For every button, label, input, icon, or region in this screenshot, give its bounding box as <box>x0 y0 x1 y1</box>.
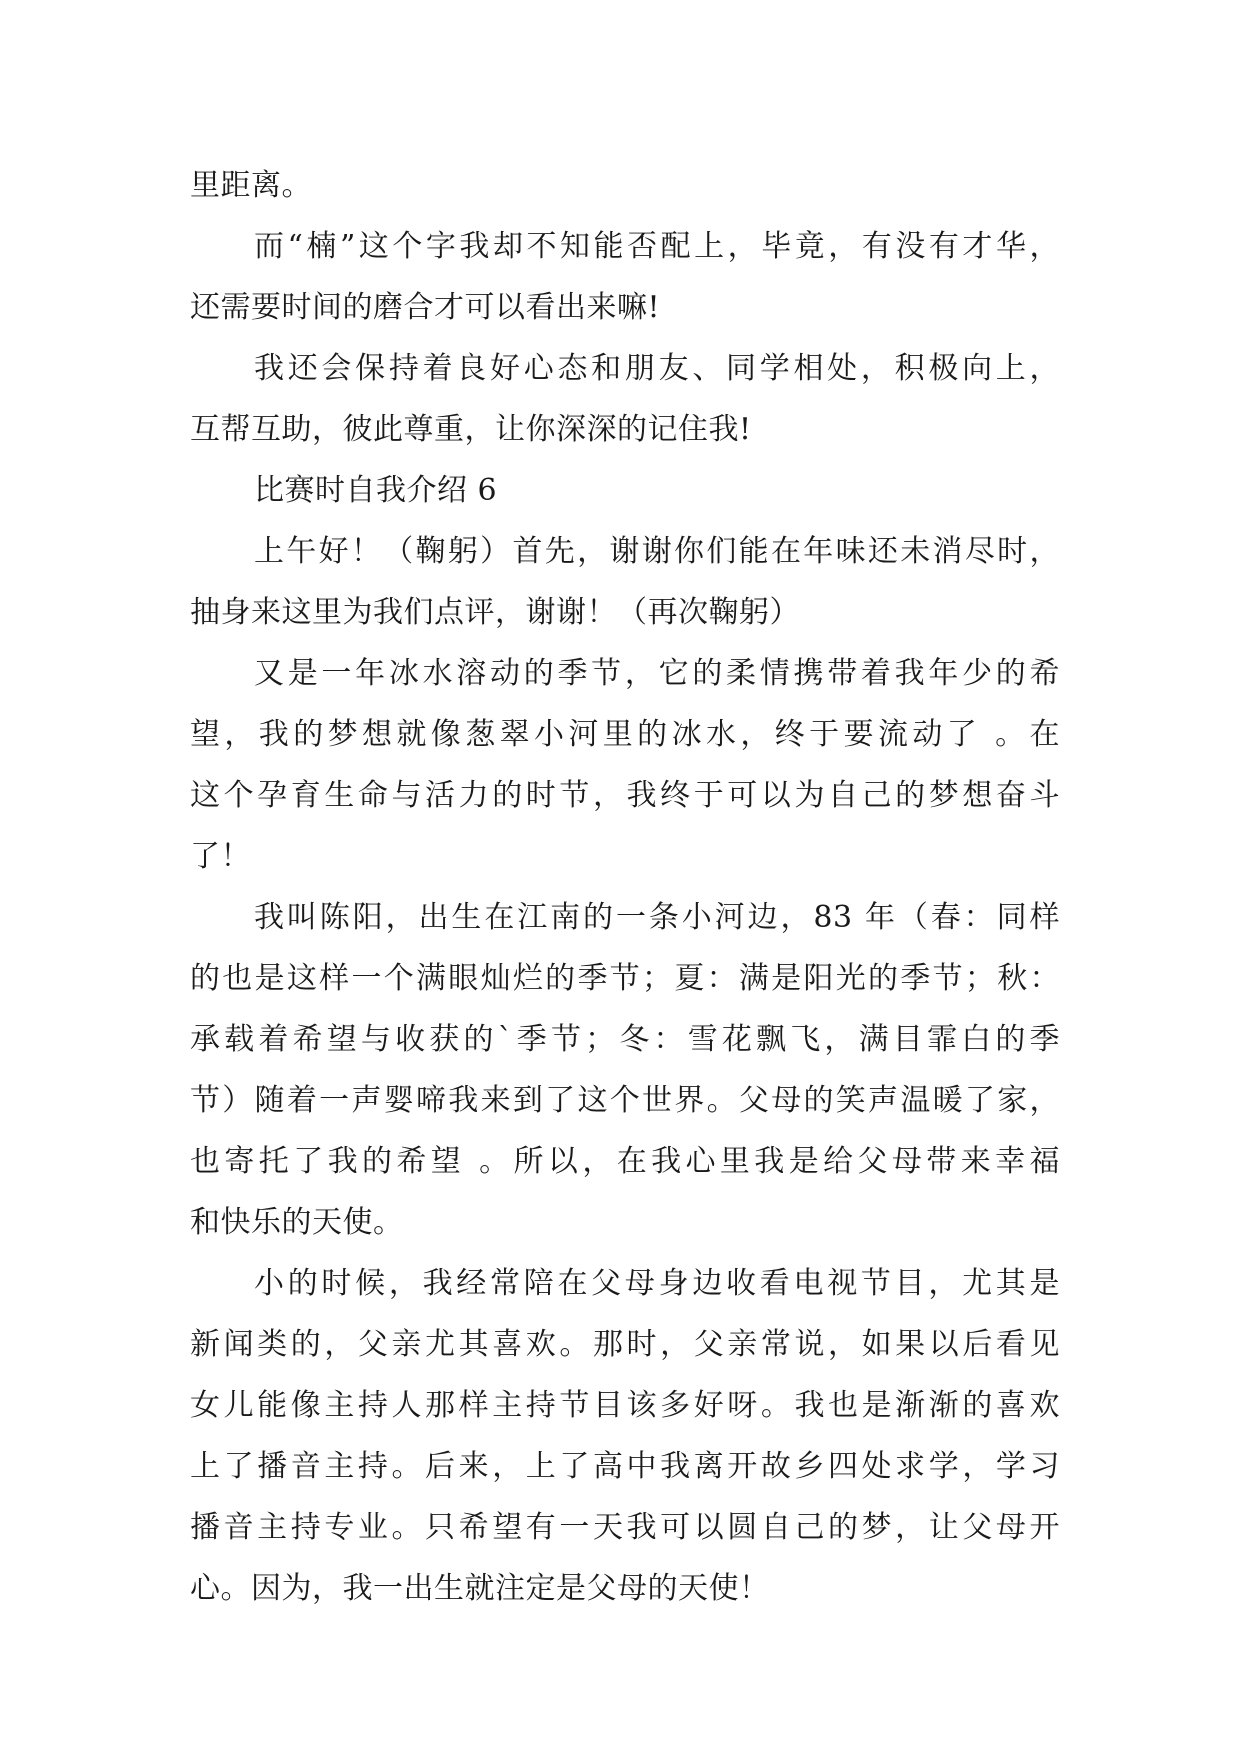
text-line: 还需要时间的磨合才可以看出来嘛! <box>190 290 661 325</box>
text-line: 也寄托了我的希望 。所以，在我心里我是给父母带来幸福 <box>190 1144 1060 1179</box>
text-line: 的也是这样一个满眼灿烂的季节；夏：满是阳光的季节；秋： <box>190 961 1060 996</box>
text-line: 抽身来这里为我们点评，谢谢！（再次鞠躬） <box>190 595 800 630</box>
text-line: 我还会保持着良好心态和朋友、同学相处，积极向上， <box>254 351 1060 386</box>
text-line: 承载着希望与收获的`季节；冬：雪花飘飞，满目霏白的季 <box>190 1022 1060 1057</box>
text-line: 我叫陈阳，出生在江南的一条小河边，83 年（春：同样 <box>254 900 1060 935</box>
text-line: 上了播音主持。后来，上了高中我离开故乡四处求学，学习 <box>190 1449 1060 1484</box>
text-line: 小的时候，我经常陪在父母身边收看电视节目，尤其是 <box>254 1266 1060 1301</box>
text-line: 比赛时自我介绍 6 <box>254 473 498 508</box>
text-line: 里距离。 <box>190 168 312 203</box>
text-line: 新闻类的，父亲尤其喜欢。那时，父亲常说，如果以后看见 <box>190 1327 1060 1362</box>
text-line: 又是一年冰水溶动的季节，它的柔情携带着我年少的希 <box>254 656 1060 691</box>
text-line: 女儿能像主持人那样主持节目该多好呀。我也是渐渐的喜欢 <box>190 1388 1060 1423</box>
text-line: 望，我的梦想就像葱翠小河里的冰水，终于要流动了 。在 <box>190 717 1060 752</box>
text-line: 这个孕育生命与活力的时节，我终于可以为自己的梦想奋斗 <box>190 778 1060 813</box>
text-line: 了！ <box>190 839 251 874</box>
text-line: 而“楠”这个字我却不知能否配上，毕竟，有没有才华， <box>254 229 1060 264</box>
body-text <box>190 155 1060 1619</box>
text-line: 上午好！（鞠躬）首先，谢谢你们能在年味还未消尽时， <box>254 534 1060 569</box>
text-line: 播音主持专业。只希望有一天我可以圆自己的梦，让父母开 <box>190 1510 1060 1545</box>
text-line: 和快乐的天使。 <box>190 1205 404 1240</box>
text-line: 节）随着一声婴啼我来到了这个世界。父母的笑声温暖了家， <box>190 1083 1060 1118</box>
text-line: 心。因为，我一出生就注定是父母的天使！ <box>190 1571 770 1606</box>
text-line: 互帮互助，彼此尊重，让你深深的记住我! <box>190 412 752 447</box>
